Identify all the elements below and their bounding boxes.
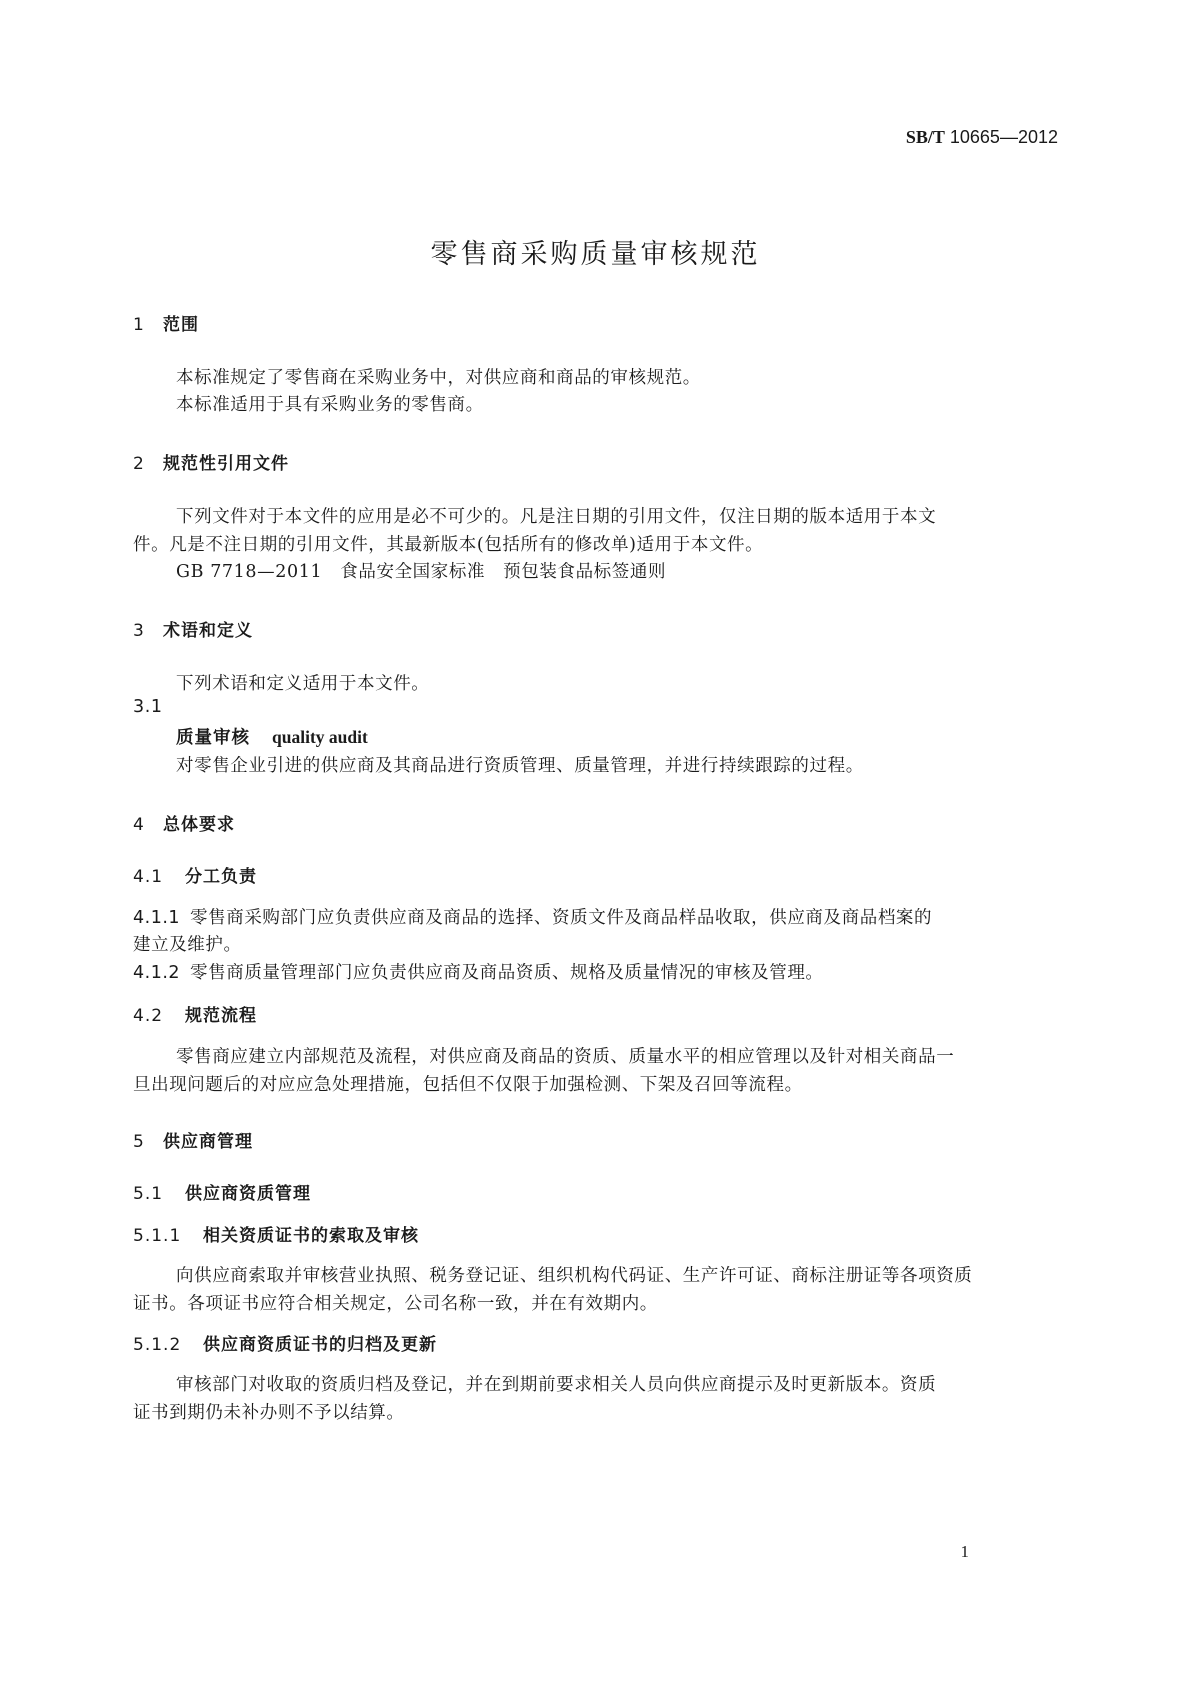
- section-title: 供应商管理: [163, 1132, 253, 1152]
- paragraph: 下列术语和定义适用于本文件。: [176, 674, 430, 694]
- clause-4-1-2: [133, 959, 824, 984]
- subsection-number: 5.1.1: [133, 1226, 182, 1246]
- section-2-heading: [133, 449, 289, 474]
- subsection-number: 5.1: [133, 1184, 164, 1204]
- paragraph: 本标准适用于具有采购业务的零售商。: [176, 395, 484, 415]
- term-entry: [176, 724, 368, 749]
- paragraph-continued: 旦出现问题后的对应应急处理措施，包括但不仅限于加强检测、下架及召回等流程。: [133, 1075, 803, 1095]
- subsection-title: 规范流程: [185, 1006, 257, 1026]
- term-number: 3.1: [133, 697, 163, 717]
- term-english: quality audit: [272, 727, 368, 747]
- standard-number: 10665—2012: [949, 127, 1058, 147]
- subsection-5-1-2-heading: [133, 1330, 437, 1355]
- paragraph-continued: 证书到期仍未补办则不予以结算。: [133, 1403, 405, 1423]
- page-number: 1: [960, 1542, 969, 1561]
- clause-continued: 建立及维护。: [133, 935, 242, 955]
- subsection-title: 供应商资质证书的归档及更新: [203, 1335, 437, 1355]
- section-title: 规范性引用文件: [163, 454, 289, 474]
- clause-text: 零售商采购部门应负责供应商及商品的选择、资质文件及商品样品收取，供应商及商品档案的: [190, 908, 933, 928]
- clause-number: 4.1.2: [133, 963, 181, 983]
- paragraph-continued: 件。凡是不注日期的引用文件，其最新版本(包括所有的修改单)适用于本文件。: [133, 535, 764, 555]
- section-number: 2: [133, 454, 145, 474]
- standard-prefix: SB/T: [905, 127, 945, 147]
- section-5-heading: [133, 1127, 253, 1152]
- clause-number: 4.1.1: [133, 908, 181, 928]
- subsection-title: 相关资质证书的索取及审核: [203, 1226, 419, 1246]
- section-number: 1: [133, 315, 145, 335]
- subsection-number: 4.2: [133, 1006, 164, 1026]
- subsection-title: 供应商资质管理: [185, 1184, 311, 1204]
- subsection-4-1-heading: [133, 862, 257, 887]
- section-title: 范围: [163, 315, 199, 335]
- section-title: 总体要求: [163, 815, 235, 835]
- paragraph-continued: 证书。各项证书应符合相关规定，公司名称一致，并在有效期内。: [133, 1294, 658, 1314]
- term-chinese: 质量审核: [176, 728, 250, 748]
- section-number: 3: [133, 621, 145, 641]
- subsection-4-2-heading: [133, 1001, 257, 1026]
- section-4-heading: [133, 810, 235, 835]
- paragraph: 审核部门对收取的资质归档及登记，并在到期前要求相关人员向供应商提示及时更新版本。资质: [176, 1375, 937, 1395]
- paragraph: 零售商应建立内部规范及流程，对供应商及商品的资质、质量水平的相应管理以及针对相关商品一: [176, 1047, 955, 1067]
- term-definition: 对零售企业引进的供应商及其商品进行资质管理、质量管理，并进行持续跟踪的过程。: [176, 756, 864, 776]
- paragraph: 下列文件对于本文件的应用是必不可少的。凡是注日期的引用文件，仅注日期的版本适用于本文: [176, 507, 937, 527]
- clause-4-1-1: [133, 904, 932, 929]
- normative-reference: GB 7718—2011 食品安全国家标准 预包装食品标签通则: [176, 562, 667, 582]
- subsection-title: 分工负责: [185, 867, 257, 887]
- subsection-number: 4.1: [133, 867, 164, 887]
- paragraph: 本标准规定了零售商在采购业务中，对供应商和商品的审核规范。: [176, 368, 701, 388]
- subsection-number: 5.1.2: [133, 1335, 182, 1355]
- subsection-5-1-1-heading: [133, 1221, 419, 1246]
- subsection-5-1-heading: [133, 1179, 311, 1204]
- clause-text: 零售商质量管理部门应负责供应商及商品资质、规格及质量情况的审核及管理。: [190, 963, 824, 983]
- section-3-heading: [133, 616, 253, 641]
- section-title: 术语和定义: [163, 621, 253, 641]
- standard-code: [906, 127, 1058, 148]
- document-title: 零售商采购质量审核规范: [430, 239, 761, 270]
- section-1-heading: [133, 310, 199, 335]
- section-number: 5: [133, 1132, 145, 1152]
- section-number: 4: [133, 815, 145, 835]
- paragraph: 向供应商索取并审核营业执照、税务登记证、组织机构代码证、生产许可证、商标注册证等各项资质: [176, 1266, 973, 1286]
